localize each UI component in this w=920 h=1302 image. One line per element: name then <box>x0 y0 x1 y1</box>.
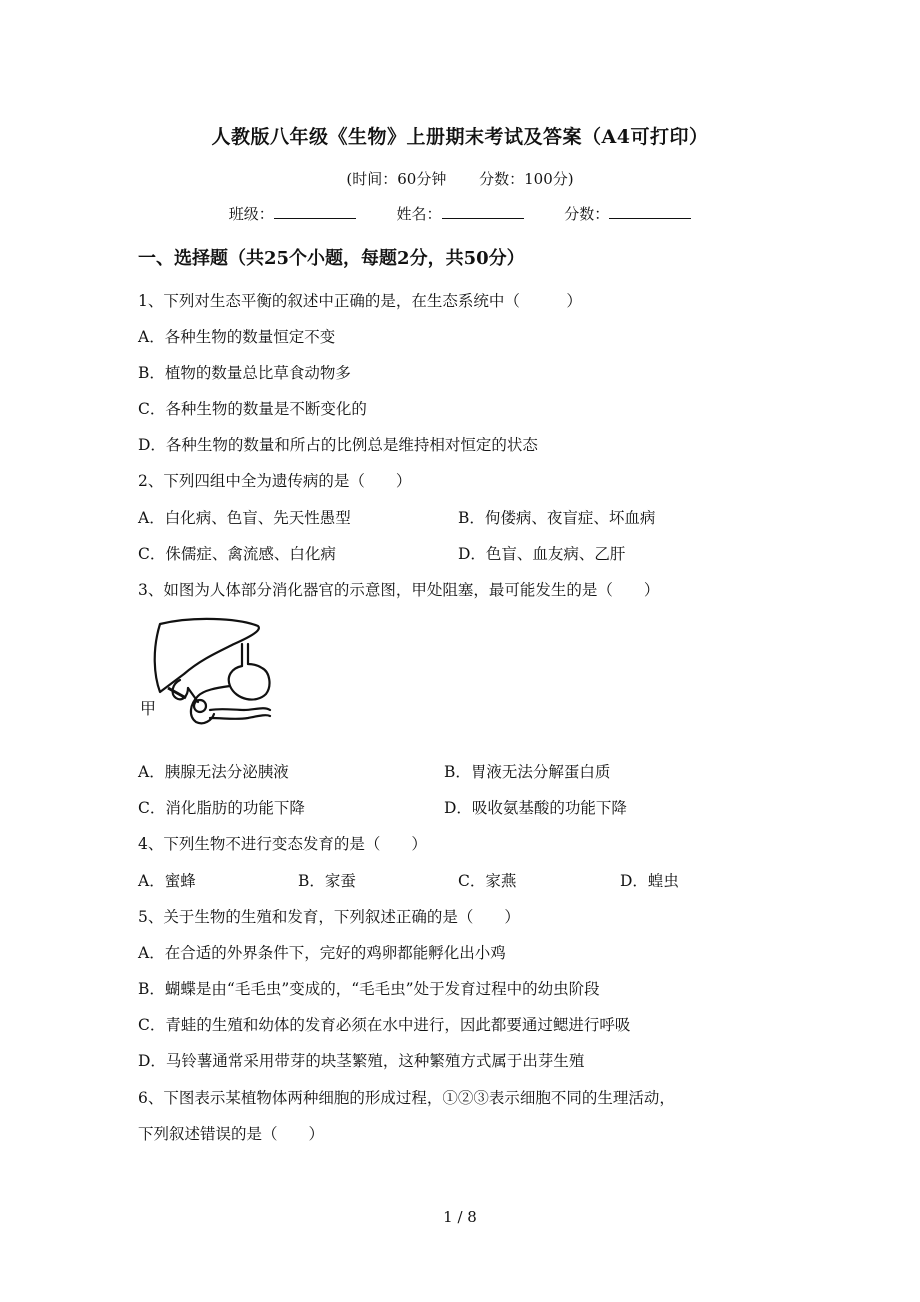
name-label: 姓名： <box>396 205 442 223</box>
q4-option-a: A．蜜蜂 <box>138 872 196 890</box>
score-field <box>564 203 691 224</box>
exam-total-score: 分数：100分) <box>479 170 574 188</box>
q1-option-b: B．植物的数量总比草食动物多 <box>138 364 351 382</box>
digestive-organs-drawing <box>138 614 288 730</box>
q4-stem: 4、下列生物不进行变态发育的是（ ） <box>138 835 427 853</box>
class-label: 班级： <box>228 205 274 223</box>
q4-option-d: D．蝗虫 <box>620 872 679 890</box>
q1-stem: 1、下列对生态平衡的叙述中正确的是，在生态系统中（ ） <box>138 292 582 310</box>
q5-option-a: A．在合适的外界条件下，完好的鸡卵都能孵化出小鸡 <box>138 944 506 962</box>
exam-info <box>0 168 920 189</box>
q2-option-a: A．白化病、色盲、先天性愚型 <box>138 509 351 527</box>
q3-stem: 3、如图为人体部分消化器官的示意图，甲处阻塞，最可能发生的是（ ） <box>138 581 660 599</box>
page-title: 人教版八年级《生物》上册期末考试及答案（A4可打印） <box>211 126 709 148</box>
q5-stem: 5、关于生物的生殖和发育，下列叙述正确的是（ ） <box>138 908 520 926</box>
page-number: 1 / 8 <box>443 1208 477 1226</box>
q3-option-c: C．消化脂肪的功能下降 <box>138 799 305 817</box>
q3-option-b: B．胃液无法分解蛋白质 <box>444 763 611 781</box>
section-heading: 一、选择题（共25个小题，每题2分，共50分） <box>138 248 525 269</box>
score-label: 分数： <box>564 205 610 223</box>
q1-option-c: C．各种生物的数量是不断变化的 <box>138 400 367 418</box>
digestive-organs-figure <box>138 614 288 730</box>
class-field <box>229 203 356 224</box>
q2-option-c: C．侏儒症、禽流感、白化病 <box>138 545 336 563</box>
q2-stem: 2、下列四组中全为遗传病的是（ ） <box>138 472 412 490</box>
q6-stem-line1: 6、下图表示某植物体两种细胞的形成过程，①②③表示细胞不同的生理活动， <box>138 1089 675 1107</box>
score-blank[interactable] <box>609 204 691 219</box>
q1-option-d: D．各种生物的数量和所占的比例总是维持相对恒定的状态 <box>138 436 538 454</box>
class-blank[interactable] <box>274 204 356 219</box>
q6-stem-line2: 下列叙述错误的是（ ） <box>138 1125 325 1143</box>
q5-option-c: C．青蛙的生殖和幼体的发育必须在水中进行，因此都要通过鳃进行呼吸 <box>138 1016 631 1034</box>
q1-option-a: A．各种生物的数量恒定不变 <box>138 328 336 346</box>
name-blank[interactable] <box>442 204 524 219</box>
q3-option-a: A．胰腺无法分泌胰液 <box>138 763 289 781</box>
exam-time: (时间：60分钟 <box>346 170 447 188</box>
q5-option-b: B．蝴蝶是由“毛毛虫”变成的，“毛毛虫”处于发育过程中的幼虫阶段 <box>138 980 600 998</box>
student-info-fields <box>0 203 920 224</box>
figure-label-jia: 甲 <box>140 699 157 718</box>
name-field <box>396 203 523 224</box>
q5-option-d: D．马铃薯通常采用带芽的块茎繁殖，这种繁殖方式属于出芽生殖 <box>138 1052 585 1070</box>
q3-option-d: D．吸收氨基酸的功能下降 <box>444 799 627 817</box>
q2-option-d: D．色盲、血友病、乙肝 <box>458 545 626 563</box>
q4-option-b: B．家蚕 <box>298 872 356 890</box>
q4-option-c: C．家燕 <box>458 872 517 890</box>
q2-option-b: B．佝偻病、夜盲症、坏血病 <box>458 509 656 527</box>
